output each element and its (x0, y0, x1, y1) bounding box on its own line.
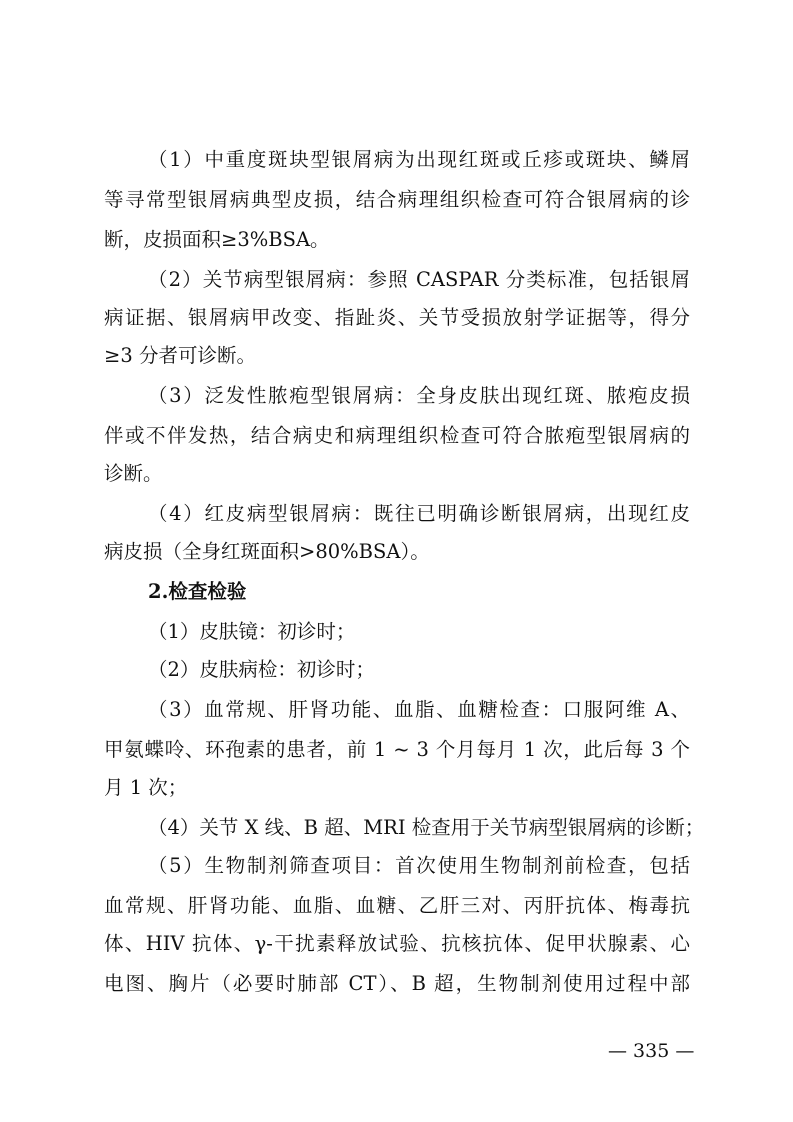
text-line: 病皮损（全身红斑面积>80%BSA）。 (104, 540, 430, 563)
page-number: — 335 — (608, 1040, 695, 1062)
text-line: 月 1 次； (104, 776, 188, 799)
section-heading: 2.检查检验 (148, 580, 247, 603)
text-line: 血常规、肝肾功能、血脂、血糖、乙肝三对、丙肝抗体、梅毒抗 (104, 894, 690, 917)
text-line: ≥3 分者可诊断。 (104, 344, 256, 367)
text-line: 体、HIV 抗体、γ-干扰素释放试验、抗核抗体、促甲状腺素、心 (104, 932, 690, 955)
text-line: 甲氨蝶呤、环孢素的患者，前 1 ~ 3 个月每月 1 次，此后每 3 个 (104, 738, 690, 761)
text-line: 诊断。 (104, 462, 163, 485)
text-line: （3）血常规、肝肾功能、血脂、血糖检查：口服阿维 A、 (148, 698, 690, 721)
text-line: 电图、胸片（必要时肺部 CT）、B 超，生物制剂使用过程中部 (104, 972, 690, 995)
text-line: （3）泛发性脓疱型银屑病：全身皮肤出现红斑、脓疱皮损 (148, 384, 690, 407)
text-line: 伴或不伴发热，结合病史和病理组织检查可符合脓疱型银屑病的 (104, 424, 690, 447)
text-line: （2）皮肤病检：初诊时； (148, 658, 375, 681)
text-line: （5）生物制剂筛查项目：首次使用生物制剂前检查，包括 (148, 854, 690, 877)
text-line: （4）关节 X 线、B 超、MRI 检查用于关节病型银屑病的诊断； (148, 816, 705, 839)
text-line: 等寻常型银屑病典型皮损，结合病理组织检查可符合银屑病的诊 (104, 188, 690, 211)
text-line: （1）皮肤镜：初诊时； (148, 620, 356, 643)
text-line: （4）红皮病型银屑病：既往已明确诊断银屑病，出现红皮 (148, 502, 690, 525)
text-line: 断，皮损面积≥3%BSA。 (104, 228, 330, 251)
text-line: （1）中重度斑块型银屑病为出现红斑或丘疹或斑块、鳞屑 (148, 148, 690, 171)
text-line: （2）关节病型银屑病：参照 CASPAR 分类标准，包括银屑 (148, 268, 690, 291)
text-line: 病证据、银屑病甲改变、指趾炎、关节受损放射学证据等，得分 (104, 306, 690, 329)
